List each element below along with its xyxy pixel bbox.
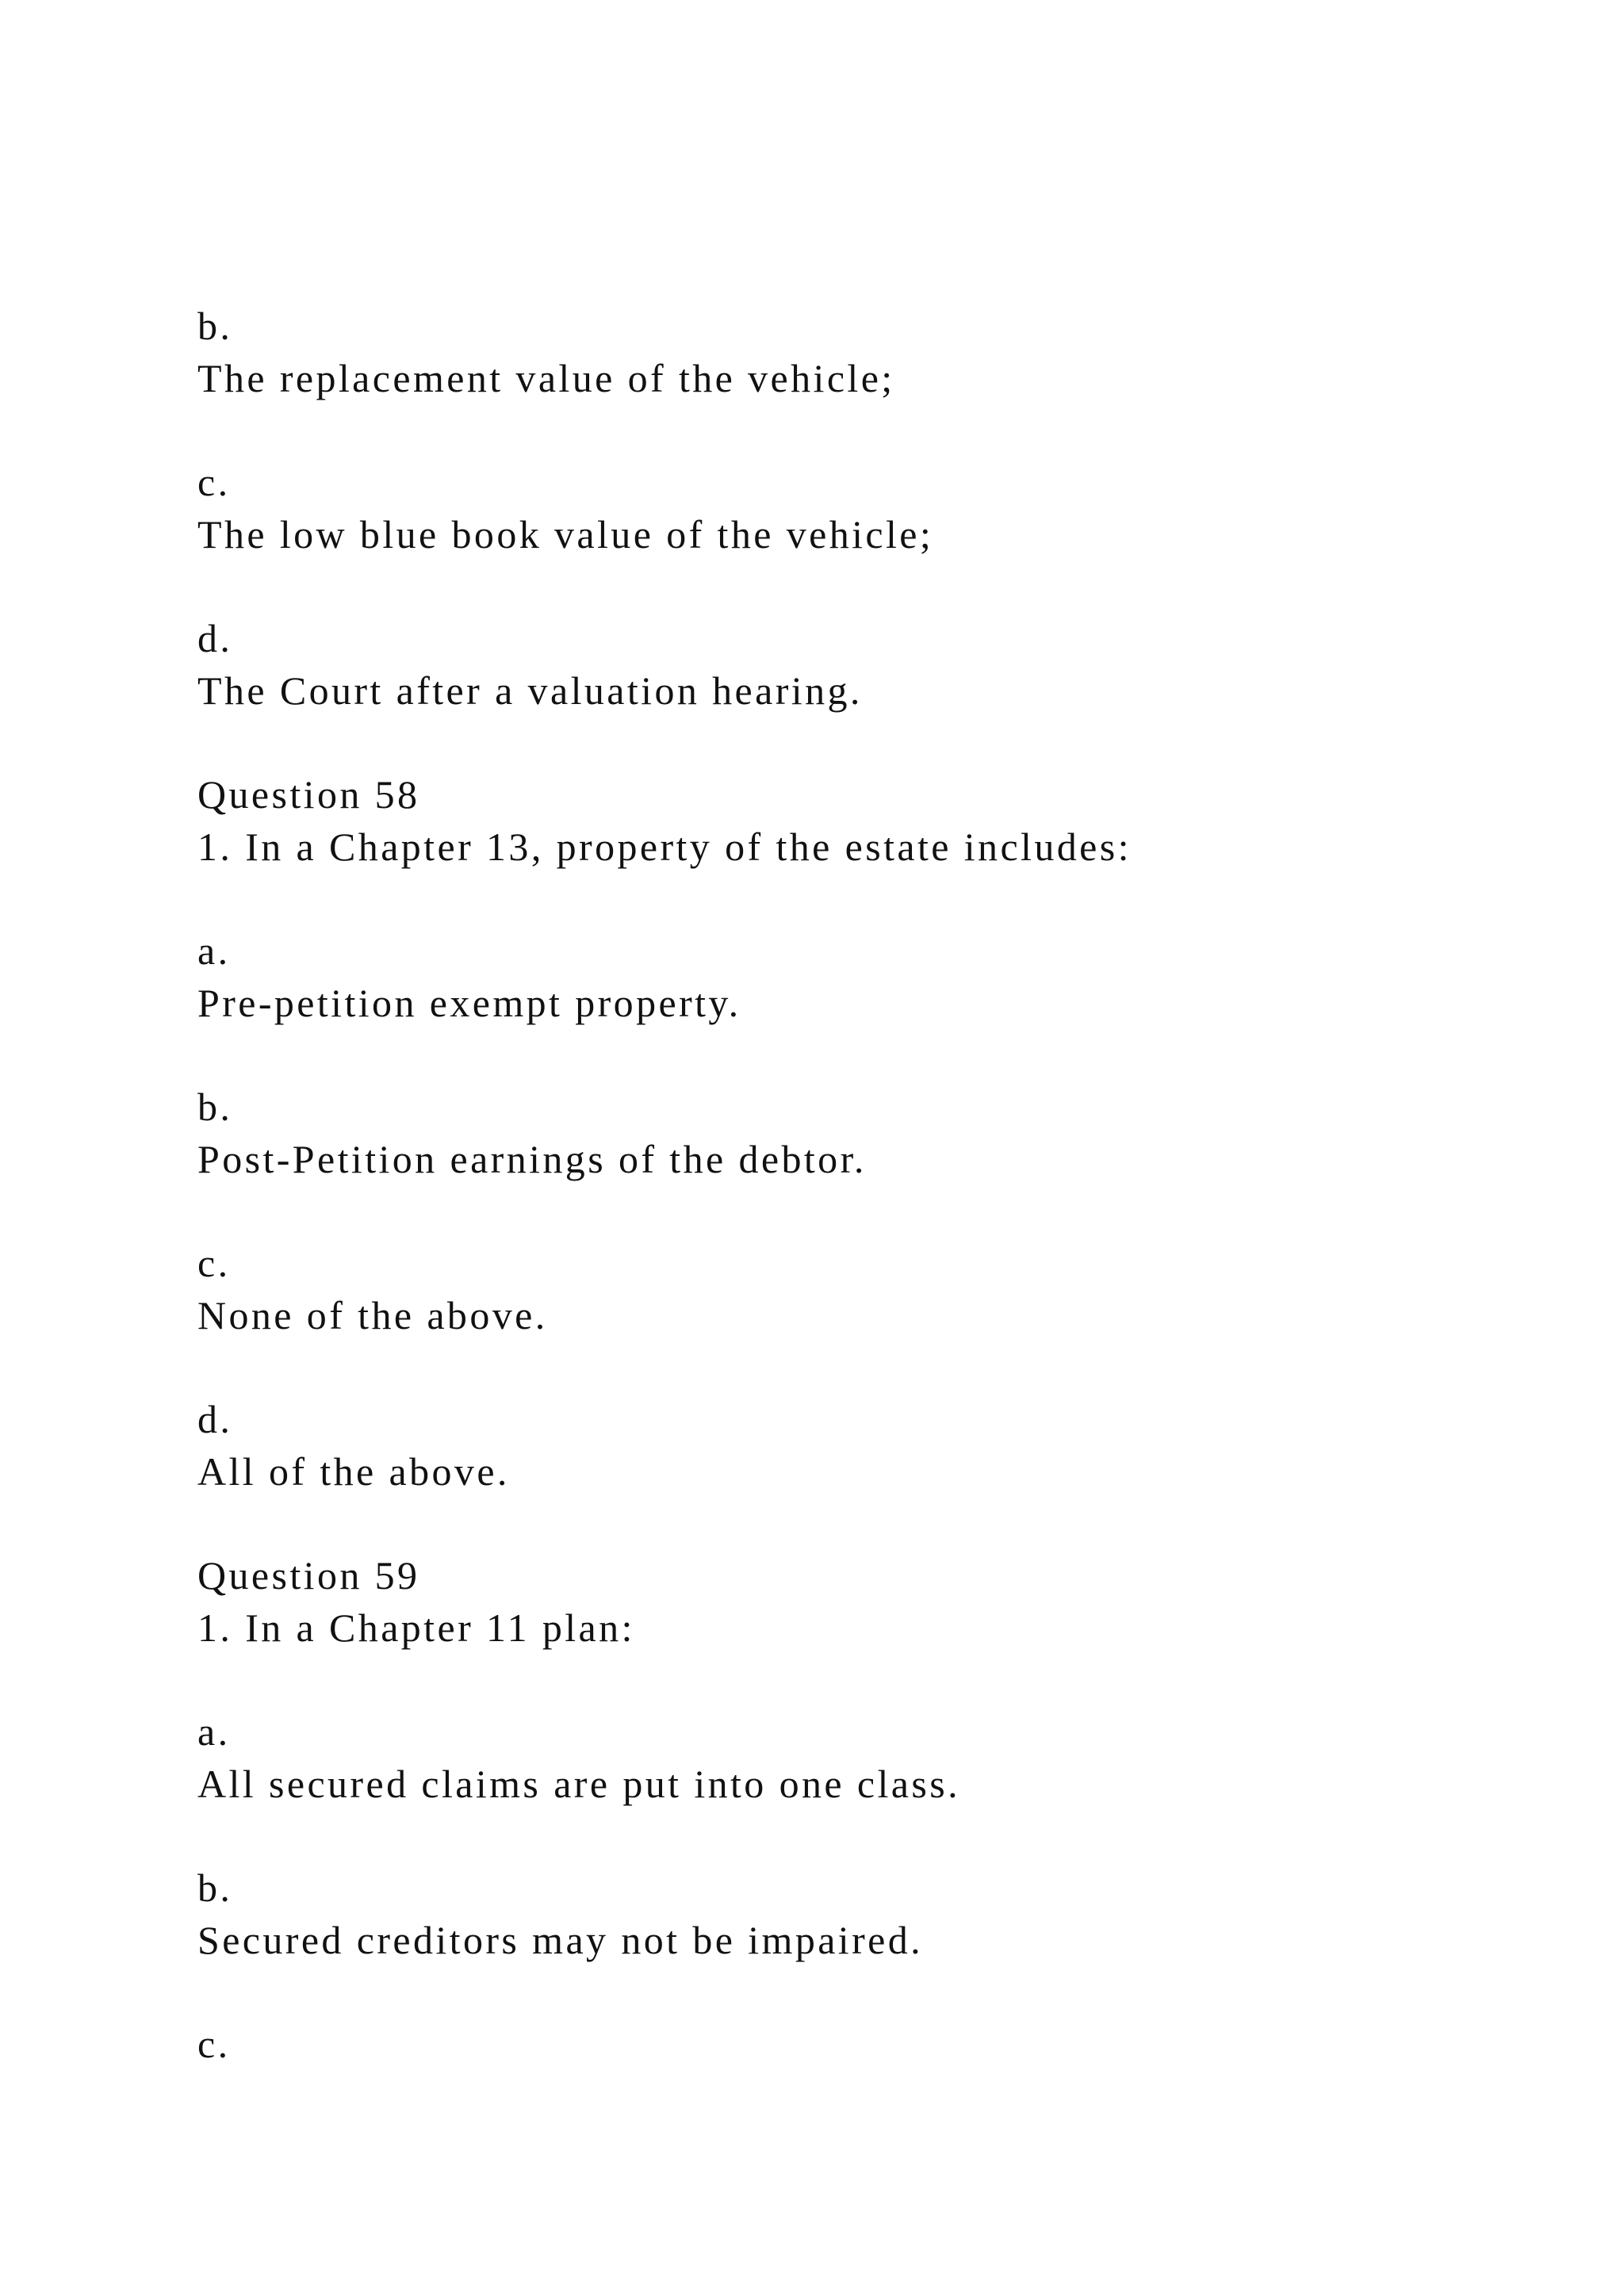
option-text: Pre-petition exempt property. bbox=[197, 981, 741, 1025]
option-letter: b. bbox=[197, 304, 233, 348]
option-text: The low blue book value of the vehicle; bbox=[197, 512, 934, 557]
option-text: Post-Petition earnings of the debtor. bbox=[197, 1137, 867, 1181]
option-text: The replacement value of the vehicle; bbox=[197, 356, 895, 400]
option-letter: c. bbox=[197, 460, 231, 504]
option-letter: a. bbox=[197, 1709, 231, 1754]
option-text: The Court after a valuation hearing. bbox=[197, 668, 863, 713]
option-letter: c. bbox=[197, 2022, 231, 2066]
option-text: None of the above. bbox=[197, 1293, 548, 1337]
option-letter: a. bbox=[197, 928, 231, 973]
option-letter: c. bbox=[197, 1241, 231, 1285]
option-text: Secured creditors may not be impaired. bbox=[197, 1918, 924, 1962]
question-heading: Question 58 bbox=[197, 772, 420, 817]
question-prompt: 1. In a Chapter 11 plan: bbox=[197, 1605, 635, 1650]
option-letter: d. bbox=[197, 1397, 233, 1441]
question-heading: Question 59 bbox=[197, 1553, 420, 1598]
option-letter: b. bbox=[197, 1085, 233, 1129]
question-prompt: 1. In a Chapter 13, property of the estate includes: bbox=[197, 825, 1132, 869]
option-letter: d. bbox=[197, 616, 233, 660]
option-letter: b. bbox=[197, 1866, 233, 1910]
option-text: All of the above. bbox=[197, 1449, 510, 1494]
option-text: All secured claims are put into one class. bbox=[197, 1762, 960, 1806]
